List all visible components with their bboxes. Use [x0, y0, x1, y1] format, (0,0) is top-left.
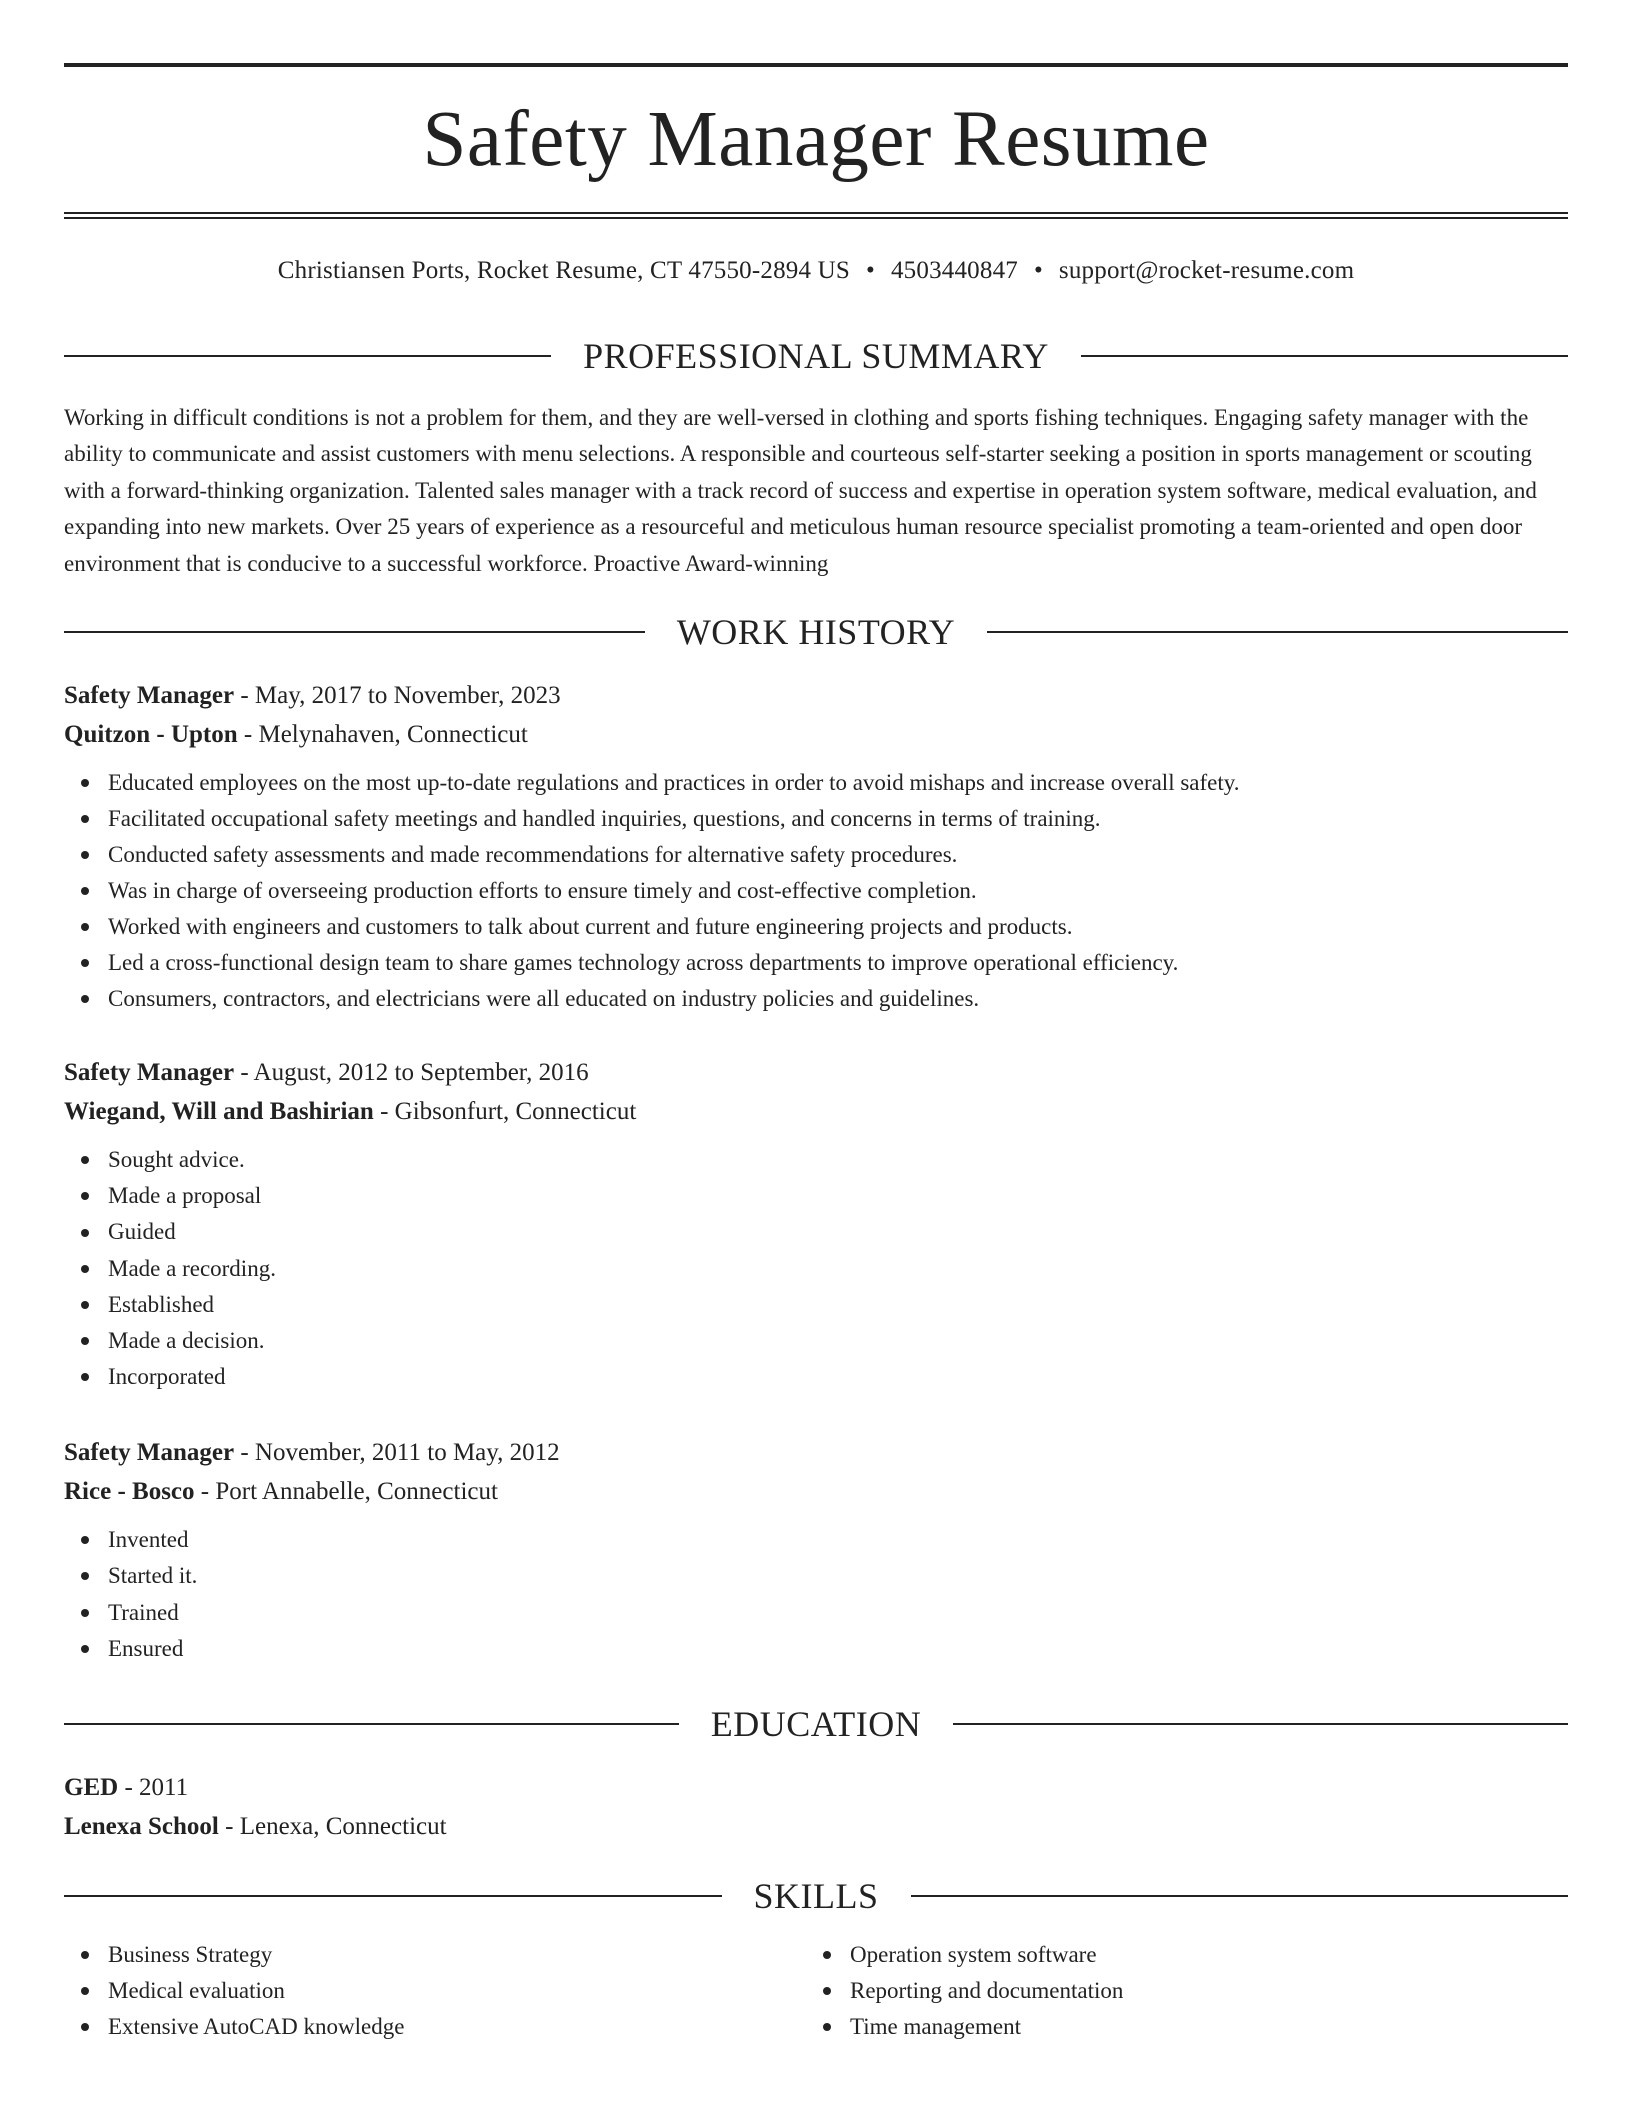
- contact-email: support@rocket-resume.com: [1058, 257, 1355, 284]
- job-entry: [64, 1053, 1568, 1395]
- job-title: Safety Manager: [64, 1059, 235, 1086]
- list-item: Educated employees on the most up-to-date regulations and practices in order to avoid mishaps and increase overall safety.: [64, 765, 1568, 801]
- section-title: SKILLS: [753, 1876, 879, 1916]
- job-title-line: [64, 1053, 1568, 1092]
- list-item: Worked with engineers and customers to talk about current and future engineering projects and products.: [64, 909, 1568, 945]
- list-item: Consumers, contractors, and electricians were all educated on industry policies and guidelines.: [64, 981, 1568, 1017]
- section-title: WORK HISTORY: [676, 612, 956, 652]
- list-item: Was in charge of overseeing production efforts to ensure timely and cost-effective completion.: [64, 873, 1568, 909]
- section-heading-work-history: [64, 612, 1568, 652]
- skill-item: Reporting and documentation: [806, 1973, 1548, 2009]
- section-heading-skills: [64, 1876, 1568, 1916]
- list-item: Guided: [64, 1214, 1568, 1250]
- list-item: Started it.: [64, 1558, 1568, 1594]
- job-bullets: [64, 1522, 1568, 1667]
- divider: [64, 355, 551, 357]
- education-school: Lenexa School: [64, 1813, 219, 1840]
- divider: [64, 1895, 722, 1897]
- skill-item: Medical evaluation: [64, 1973, 806, 2009]
- job-company: Rice - Bosco: [64, 1478, 195, 1505]
- job-title-line: [64, 676, 1568, 715]
- list-item: Established: [64, 1287, 1568, 1323]
- education-entry: [64, 1768, 1568, 1846]
- job-location: - Gibsonfurt, Connecticut: [373, 1098, 637, 1125]
- job-location: - Port Annabelle, Connecticut: [194, 1478, 498, 1505]
- contact-address: Christiansen Ports, Rocket Resume, CT 47550-2894 US: [277, 257, 851, 284]
- education-degree: GED: [64, 1774, 119, 1801]
- job-title: Safety Manager: [64, 1439, 235, 1466]
- list-item: Made a proposal: [64, 1178, 1568, 1214]
- education-school-line: [64, 1807, 1568, 1846]
- contact-line: [64, 254, 1568, 288]
- job-company-line: [64, 715, 1568, 754]
- skill-item: Extensive AutoCAD knowledge: [64, 2009, 806, 2045]
- job-entry: [64, 676, 1568, 1017]
- list-item: Led a cross-functional design team to share games technology across departments to improve operational efficiency.: [64, 945, 1568, 981]
- section-heading-education: [64, 1704, 1568, 1744]
- job-company: Quitzon - Upton: [64, 721, 238, 748]
- job-dates: - August, 2012 to September, 2016: [234, 1059, 589, 1086]
- resume-title: Safety Manager Resume: [422, 96, 1210, 183]
- list-item: Ensured: [64, 1631, 1568, 1667]
- job-entry: [64, 1433, 1568, 1667]
- section-title: PROFESSIONAL SUMMARY: [583, 336, 1049, 376]
- job-title-line: [64, 1433, 1568, 1472]
- list-item: Incorporated: [64, 1359, 1568, 1395]
- divider: [64, 1723, 679, 1725]
- resume-header: [64, 63, 1568, 219]
- job-title: Safety Manager: [64, 682, 235, 709]
- list-item: Conducted safety assessments and made recommendations for alternative safety procedures.: [64, 837, 1568, 873]
- education-degree-line: [64, 1768, 1568, 1807]
- divider: [953, 1723, 1568, 1725]
- list-item: Invented: [64, 1522, 1568, 1558]
- job-company-line: [64, 1472, 1568, 1511]
- skill-item: Business Strategy: [64, 1937, 806, 1973]
- skills-column-left: [64, 1937, 806, 2045]
- divider: [911, 1895, 1569, 1897]
- contact-phone: 4503440847: [890, 257, 1018, 284]
- summary-text: Working in difficult conditions is not a problem for them, and they are well-versed in clothing and sports fishing techniques. Engaging safety manager with the ability to communicate and assist customers with menu selections. A responsible and courteous self-starter seeking a position in sports management or scouting with a forward-thinking organization. Talented sales manager with a track record of success and expertise in operation system software, medical evaluation, and expanding into new markets. Over 25 years of experience as a resourceful and meticulous human resource specialist promoting a team-oriented and open door environment that is conducive to a successful workforce. Proactive Award-winning: [64, 405, 1537, 576]
- skill-item: Operation system software: [806, 1937, 1548, 1973]
- skill-item: Time management: [806, 2009, 1548, 2045]
- divider: [1081, 355, 1568, 357]
- education-location: - Lenexa, Connecticut: [218, 1813, 447, 1840]
- divider: [64, 631, 645, 633]
- section-title: EDUCATION: [710, 1704, 922, 1744]
- job-bullets: [64, 1142, 1568, 1395]
- skills-list: [64, 1937, 1568, 2045]
- list-item: Made a decision.: [64, 1323, 1568, 1359]
- education-year: - 2011: [118, 1774, 189, 1801]
- list-item: Facilitated occupational safety meetings and handled inquiries, questions, and concerns in terms of training.: [64, 801, 1568, 837]
- contact-separator: •: [1033, 257, 1043, 284]
- section-heading-summary: [64, 336, 1568, 376]
- job-bullets: [64, 765, 1568, 1017]
- list-item: Made a recording.: [64, 1251, 1568, 1287]
- job-company: Wiegand, Will and Bashirian: [64, 1098, 374, 1125]
- list-item: Trained: [64, 1595, 1568, 1631]
- job-location: - Melynahaven, Connecticut: [237, 721, 528, 748]
- contact-separator: •: [866, 257, 875, 284]
- divider: [987, 631, 1568, 633]
- list-item: Sought advice.: [64, 1142, 1568, 1178]
- skills-column-right: [806, 1937, 1548, 2045]
- job-dates: - November, 2011 to May, 2012: [234, 1439, 560, 1466]
- job-dates: - May, 2017 to November, 2023: [234, 682, 561, 709]
- job-company-line: [64, 1092, 1568, 1131]
